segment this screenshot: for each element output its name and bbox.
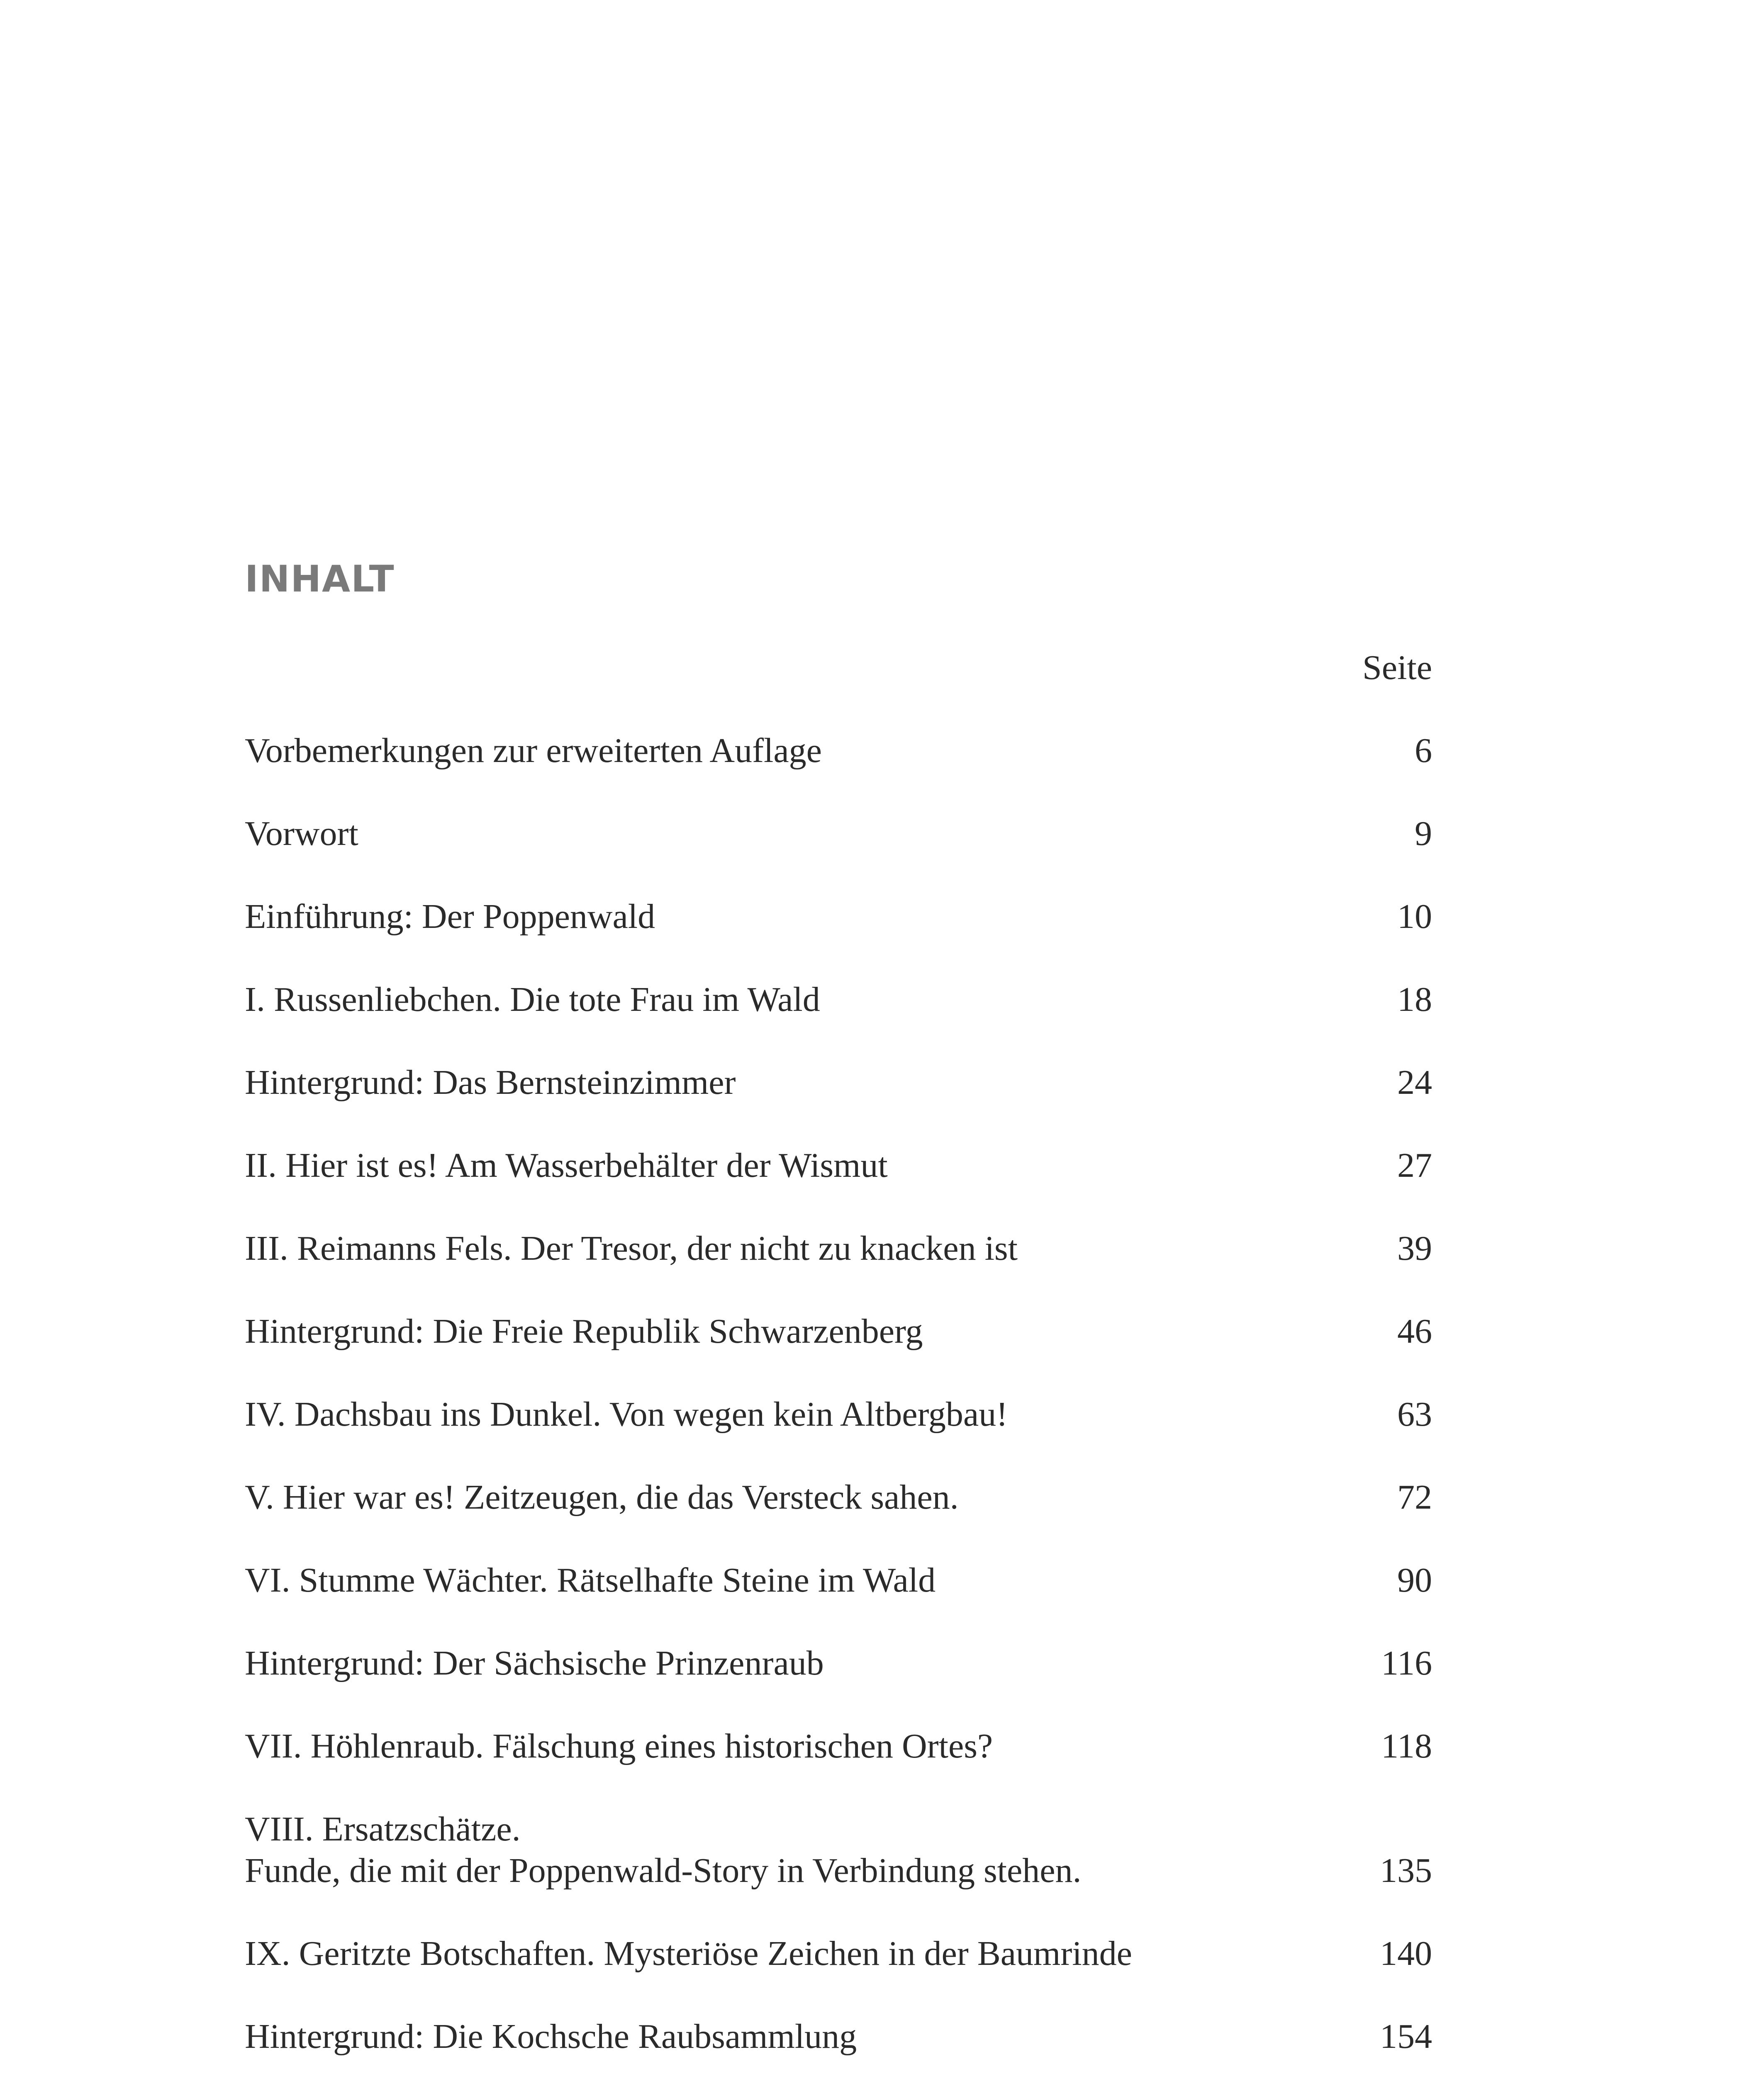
toc-entry	[245, 1062, 1432, 1103]
toc-entry	[245, 730, 1432, 772]
toc-entry-title: VI. Stumme Wächter. Rätselhafte Steine im Wald	[245, 1561, 936, 1599]
toc-entry-page-number: 46	[1397, 1312, 1432, 1351]
toc-entry	[245, 979, 1432, 1020]
toc-entry-title: Hintergrund: Die Kochsche Raubsammlung	[245, 2017, 857, 2056]
toc-entry-title: Vorbemerkungen zur erweiterten Auflage	[245, 731, 822, 770]
toc-entry	[245, 1228, 1432, 1269]
toc-entry	[245, 1809, 1432, 1891]
toc-entry-list	[245, 730, 1432, 2074]
toc-entry-page-number: 135	[1380, 1851, 1432, 1890]
toc-entry-title: Hintergrund: Die Freie Republik Schwarzenberg	[245, 1312, 923, 1351]
toc-entry-title: Einführung: Der Poppenwald	[245, 897, 655, 936]
toc-entry-page-number: 6	[1415, 731, 1432, 770]
toc-entry-page-number: 24	[1397, 1063, 1432, 1102]
toc-entry	[245, 1394, 1432, 1435]
toc-entry-title: Hintergrund: Das Bernsteinzimmer	[245, 1063, 736, 1102]
toc-entry-page-number: 118	[1381, 1727, 1432, 1765]
toc-entry	[245, 1145, 1432, 1186]
page-column-header: Seite	[1362, 648, 1432, 687]
table-of-contents	[245, 647, 1432, 2074]
toc-entry	[245, 1643, 1432, 1684]
toc-entry-page-number: 140	[1380, 1934, 1432, 1973]
toc-entry	[245, 1311, 1432, 1352]
toc-entry-title: IX. Geritzte Botschaften. Mysteriöse Zeichen in der Baumrinde	[245, 1934, 1132, 1973]
toc-entry-title: VII. Höhlenraub. Fälschung eines historischen Ortes?	[245, 1727, 993, 1765]
toc-entry	[245, 1477, 1432, 1518]
toc-entry-page-number: 90	[1397, 1561, 1432, 1599]
toc-entry-title: Vorwort	[245, 814, 358, 853]
toc-entry	[245, 813, 1432, 854]
toc-entry-page-number: 9	[1415, 814, 1432, 853]
toc-entry	[245, 1726, 1432, 1767]
toc-entry-title: II. Hier ist es! Am Wasserbehälter der Wismut	[245, 1146, 888, 1185]
toc-entry-title: IV. Dachsbau ins Dunkel. Von wegen kein Altbergbau!	[245, 1395, 1008, 1434]
toc-heading: INHALT	[245, 557, 395, 600]
toc-entry-page-number: 39	[1397, 1229, 1432, 1268]
page-column-header-row	[245, 647, 1432, 689]
toc-entry	[245, 2016, 1432, 2057]
toc-entry-page-number: 10	[1397, 897, 1432, 936]
toc-entry-title: I. Russenliebchen. Die tote Frau im Wald	[245, 980, 820, 1019]
toc-entry-page-number: 63	[1397, 1395, 1432, 1434]
toc-entry-page-number: 27	[1397, 1146, 1432, 1185]
toc-entry-page-number: 72	[1397, 1478, 1432, 1517]
toc-entry-title: III. Reimanns Fels. Der Tresor, der nicht zu knacken ist	[245, 1229, 1018, 1268]
toc-entry-title: V. Hier war es! Zeitzeugen, die das Versteck sahen.	[245, 1478, 959, 1517]
toc-entry	[245, 896, 1432, 937]
toc-entry-page-number: 18	[1397, 980, 1432, 1019]
toc-entry	[245, 1933, 1432, 1974]
toc-entry-title: Hintergrund: Der Sächsische Prinzenraub	[245, 1644, 824, 1682]
toc-entry-page-number: 154	[1380, 2017, 1432, 2056]
toc-entry-page-number: 116	[1381, 1644, 1432, 1682]
toc-entry	[245, 1560, 1432, 1601]
toc-entry-title: VIII. Ersatzschätze. Funde, die mit der Poppenwald-Story in Verbindung stehen.	[245, 1810, 1082, 1890]
